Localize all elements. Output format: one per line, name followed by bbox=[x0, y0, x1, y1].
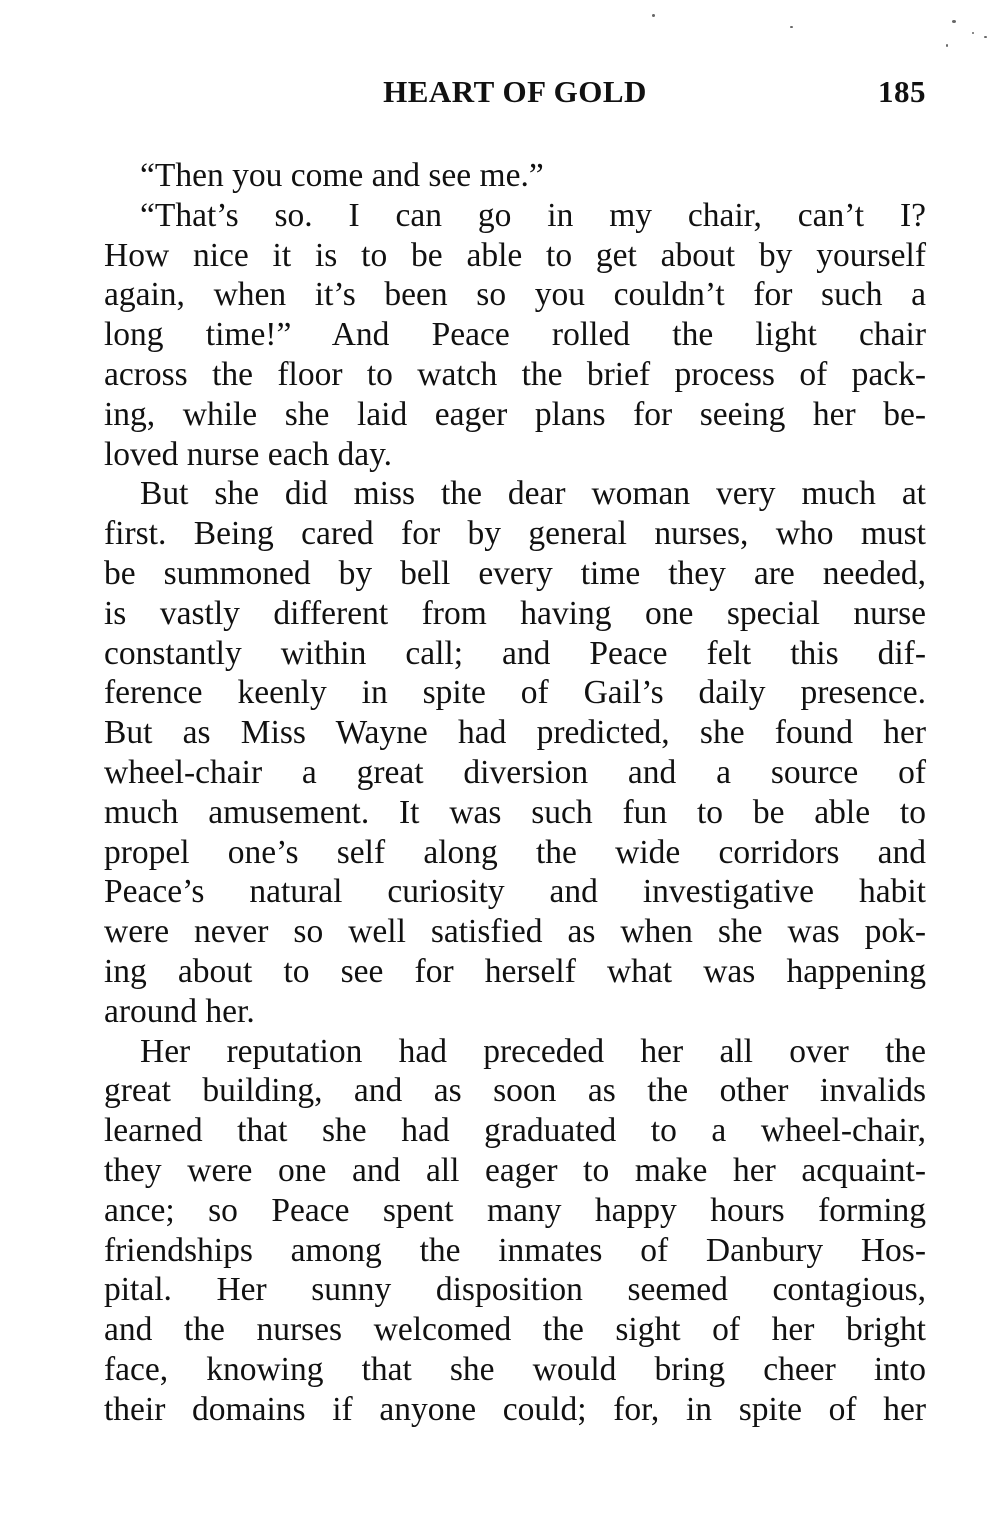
text-line: wheel-chair a great diversion and a source of bbox=[104, 753, 926, 791]
text-line: great building, and as soon as the other invalids bbox=[104, 1072, 926, 1110]
running-title: HEART OF GOLD bbox=[383, 74, 647, 109]
text-line: friendships among the inmates of Danbury Hos- bbox=[104, 1231, 926, 1269]
running-header bbox=[104, 74, 926, 118]
text-line: Her reputation had preceded her all over the bbox=[140, 1032, 926, 1070]
text-line: ference keenly in spite of Gail’s daily presence. bbox=[104, 674, 926, 712]
text-line: much amusement. It was such fun to be able to bbox=[104, 793, 926, 831]
text-line: their domains if anyone could; for, in spite of her bbox=[104, 1390, 926, 1428]
text-line: Peace’s natural curiosity and investigative habit bbox=[104, 873, 926, 911]
text-line: propel one’s self along the wide corridors and bbox=[104, 833, 926, 871]
text-line: loved nurse each day. bbox=[104, 435, 393, 473]
text-line: ance; so Peace spent many happy hours forming bbox=[104, 1191, 926, 1229]
body-text bbox=[104, 156, 926, 1430]
text-line: across the floor to watch the brief process of pack- bbox=[104, 355, 926, 393]
text-line: face, knowing that she would bring cheer into bbox=[104, 1350, 926, 1388]
text-line: they were one and all eager to make her acquaint- bbox=[104, 1151, 926, 1189]
text-line: again, when it’s been so you couldn’t for such a bbox=[104, 276, 926, 314]
scan-speck bbox=[652, 14, 655, 17]
text-line: pital. Her sunny disposition seemed contagious, bbox=[104, 1271, 926, 1309]
page-number: 185 bbox=[878, 74, 926, 109]
text-line: were never so well satisfied as when she was pok- bbox=[104, 913, 926, 951]
text-line: around her. bbox=[104, 992, 255, 1030]
text-line: be summoned by bell every time they are needed, bbox=[104, 554, 926, 592]
text-line: “That’s so. I can go in my chair, can’t I? bbox=[140, 196, 926, 234]
text-line: ing, while she laid eager plans for seeing her be- bbox=[104, 395, 926, 433]
text-line: “Then you come and see me.” bbox=[140, 157, 544, 194]
scan-speck bbox=[952, 20, 956, 23]
scan-speck bbox=[972, 32, 974, 34]
text-line: ing about to see for herself what was happening bbox=[104, 952, 926, 990]
text-line: long time!” And Peace rolled the light chair bbox=[104, 316, 926, 354]
scan-speck bbox=[984, 36, 987, 38]
scan-speck bbox=[946, 44, 948, 47]
text-line: learned that she had graduated to a wheel-chair, bbox=[104, 1112, 926, 1150]
text-line: constantly within call; and Peace felt this dif- bbox=[104, 634, 926, 672]
text-line: How nice it is to be able to get about by yourself bbox=[104, 236, 926, 274]
scan-speck bbox=[790, 26, 793, 28]
text-line: and the nurses welcomed the sight of her bright bbox=[104, 1311, 926, 1349]
text-line: first. Being cared for by general nurses, who must bbox=[104, 515, 926, 553]
text-line: But she did miss the dear woman very much at bbox=[140, 475, 926, 513]
text-line: is vastly different from having one special nurse bbox=[104, 594, 926, 632]
text-line: But as Miss Wayne had predicted, she found her bbox=[104, 714, 926, 752]
